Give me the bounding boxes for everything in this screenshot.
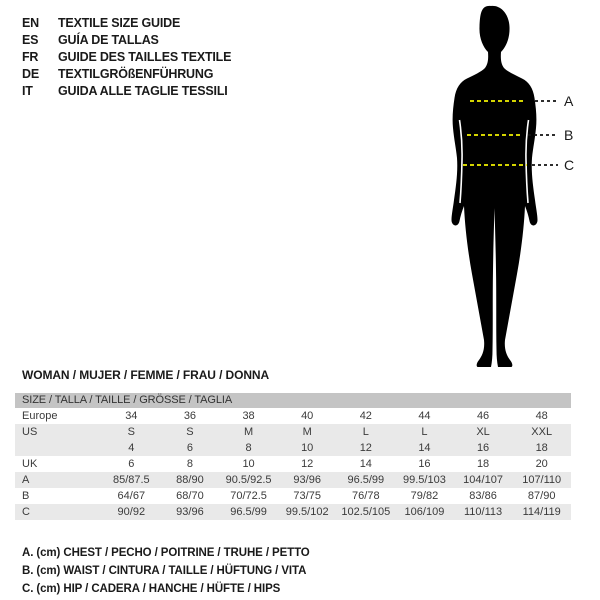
table-cell: XL — [476, 426, 490, 438]
table-cell: 10 — [301, 442, 314, 454]
table-cell: 38 — [242, 410, 255, 422]
table-cell: 104/107 — [463, 474, 503, 486]
measurement-legend — [22, 544, 310, 598]
legend-waist: B. (cm) WAIST / CINTURA / TAILLE / HÜFTUNG / VITA — [22, 565, 307, 577]
table-cell: 85/87.5 — [112, 474, 150, 486]
table-row-us-numbers — [15, 440, 571, 456]
guide-title: TEXTILE SIZE GUIDE — [58, 16, 181, 30]
measurement-figure — [425, 0, 600, 370]
row-label: A — [22, 474, 30, 486]
table-cell: 107/110 — [522, 474, 562, 486]
table-cell: 99.5/102 — [285, 506, 329, 518]
table-cell: 70/72.5 — [230, 490, 267, 502]
legend-hip: C. (cm) HIP / CADERA / HANCHE / HÜFTE / HIPS — [22, 583, 281, 595]
table-cell: 87/90 — [527, 490, 556, 502]
lang-code: IT — [22, 84, 33, 98]
table-cell: 14 — [418, 442, 431, 454]
table-cell: 93/96 — [293, 474, 321, 486]
table-cell: 110/113 — [463, 506, 503, 518]
table-cell: 114/119 — [522, 506, 561, 518]
lang-code: FR — [22, 50, 39, 64]
table-cell: 4 — [128, 442, 135, 454]
waist-label: B — [564, 127, 574, 143]
table-cell: L — [362, 426, 369, 438]
table-cell: 93/96 — [176, 506, 204, 518]
table-row-chest-a — [15, 472, 571, 488]
table-cell: 16 — [476, 442, 490, 454]
hip-label: C — [564, 157, 575, 173]
table-cell: 6 — [186, 442, 193, 454]
table-cell: 79/82 — [410, 490, 439, 502]
lang-row-it — [22, 83, 231, 100]
lang-code: ES — [22, 33, 39, 47]
table-cell: 12 — [301, 458, 314, 470]
table-cell: 96.5/99 — [230, 506, 267, 518]
table-cell: 18 — [476, 458, 490, 470]
table-cell: 40 — [301, 410, 314, 422]
table-cell: S — [186, 426, 194, 438]
table-cell: M — [302, 426, 312, 438]
guide-title: GUIDA ALLE TAGLIE TESSILI — [58, 84, 228, 98]
table-row-us-letters — [15, 424, 571, 440]
table-cell: 8 — [186, 458, 193, 470]
row-label: C — [22, 506, 30, 518]
table-cell: 34 — [125, 410, 138, 422]
table-cell: 96.5/99 — [347, 474, 385, 486]
guide-title: GUÍA DE TALLAS — [58, 33, 159, 47]
row-label — [15, 440, 102, 456]
guide-title: GUIDE DES TAILLES TEXTILE — [58, 50, 232, 64]
table-cell: 16 — [418, 458, 431, 470]
woman-silhouette — [452, 6, 538, 367]
row-label: Europe — [22, 410, 58, 422]
lang-row-de — [22, 66, 231, 83]
table-cell: 106/109 — [404, 506, 445, 518]
size-table — [15, 393, 571, 520]
woman-silhouette-svg — [425, 0, 600, 370]
row-label: B — [22, 490, 30, 502]
table-cell: 68/70 — [176, 490, 204, 502]
table-cell: 46 — [476, 410, 490, 422]
table-row-europe — [15, 408, 571, 424]
guide-title: TEXTILGRÖßENFÜHRUNG — [58, 67, 214, 81]
table-cell: XXL — [531, 426, 553, 438]
table-cell: 90.5/92.5 — [225, 474, 272, 486]
size-table-header: SIZE / TALLA / TAILLE / GRÖSSE / TAGLIA — [15, 393, 571, 408]
table-cell: 12 — [359, 442, 372, 454]
table-cell: 10 — [242, 458, 255, 470]
table-cell: 48 — [535, 410, 548, 422]
table-cell: 64/67 — [117, 490, 146, 502]
table-cell: 88/90 — [176, 474, 204, 486]
table-cell: 44 — [418, 410, 431, 422]
table-cell: 6 — [128, 458, 135, 470]
chest-label: A — [564, 93, 574, 109]
table-cell: 42 — [359, 410, 372, 422]
language-title-block — [22, 15, 231, 100]
table-cell: 99.5/103 — [403, 474, 446, 486]
row-label: UK — [22, 458, 38, 470]
table-cell: 83/86 — [469, 490, 497, 502]
lang-row-fr — [22, 49, 231, 66]
lang-code: DE — [22, 67, 39, 81]
table-cell: 14 — [359, 458, 372, 470]
table-cell: 18 — [535, 442, 548, 454]
table-row-uk — [15, 456, 571, 472]
table-cell: M — [243, 426, 254, 438]
lang-row-en — [22, 15, 231, 32]
table-row-waist-b — [15, 488, 571, 504]
table-cell: 36 — [183, 410, 197, 422]
legend-chest: A. (cm) CHEST / PECHO / POITRINE / TRUHE / PETTO — [22, 547, 310, 559]
table-cell: 73/75 — [293, 490, 321, 502]
table-cell: 90/92 — [117, 506, 146, 518]
row-label: US — [22, 426, 38, 438]
table-cell: 8 — [245, 442, 252, 454]
table-row-hip-c — [15, 504, 571, 520]
lang-row-es — [22, 32, 231, 49]
table-cell: 76/78 — [352, 490, 380, 502]
table-cell: S — [127, 426, 135, 438]
section-title-woman: WOMAN / MUJER / FEMME / FRAU / DONNA — [22, 368, 270, 382]
table-cell: L — [421, 426, 428, 438]
table-cell: 20 — [535, 458, 548, 470]
table-cell: 102.5/105 — [341, 506, 391, 518]
lang-code: EN — [22, 16, 39, 30]
